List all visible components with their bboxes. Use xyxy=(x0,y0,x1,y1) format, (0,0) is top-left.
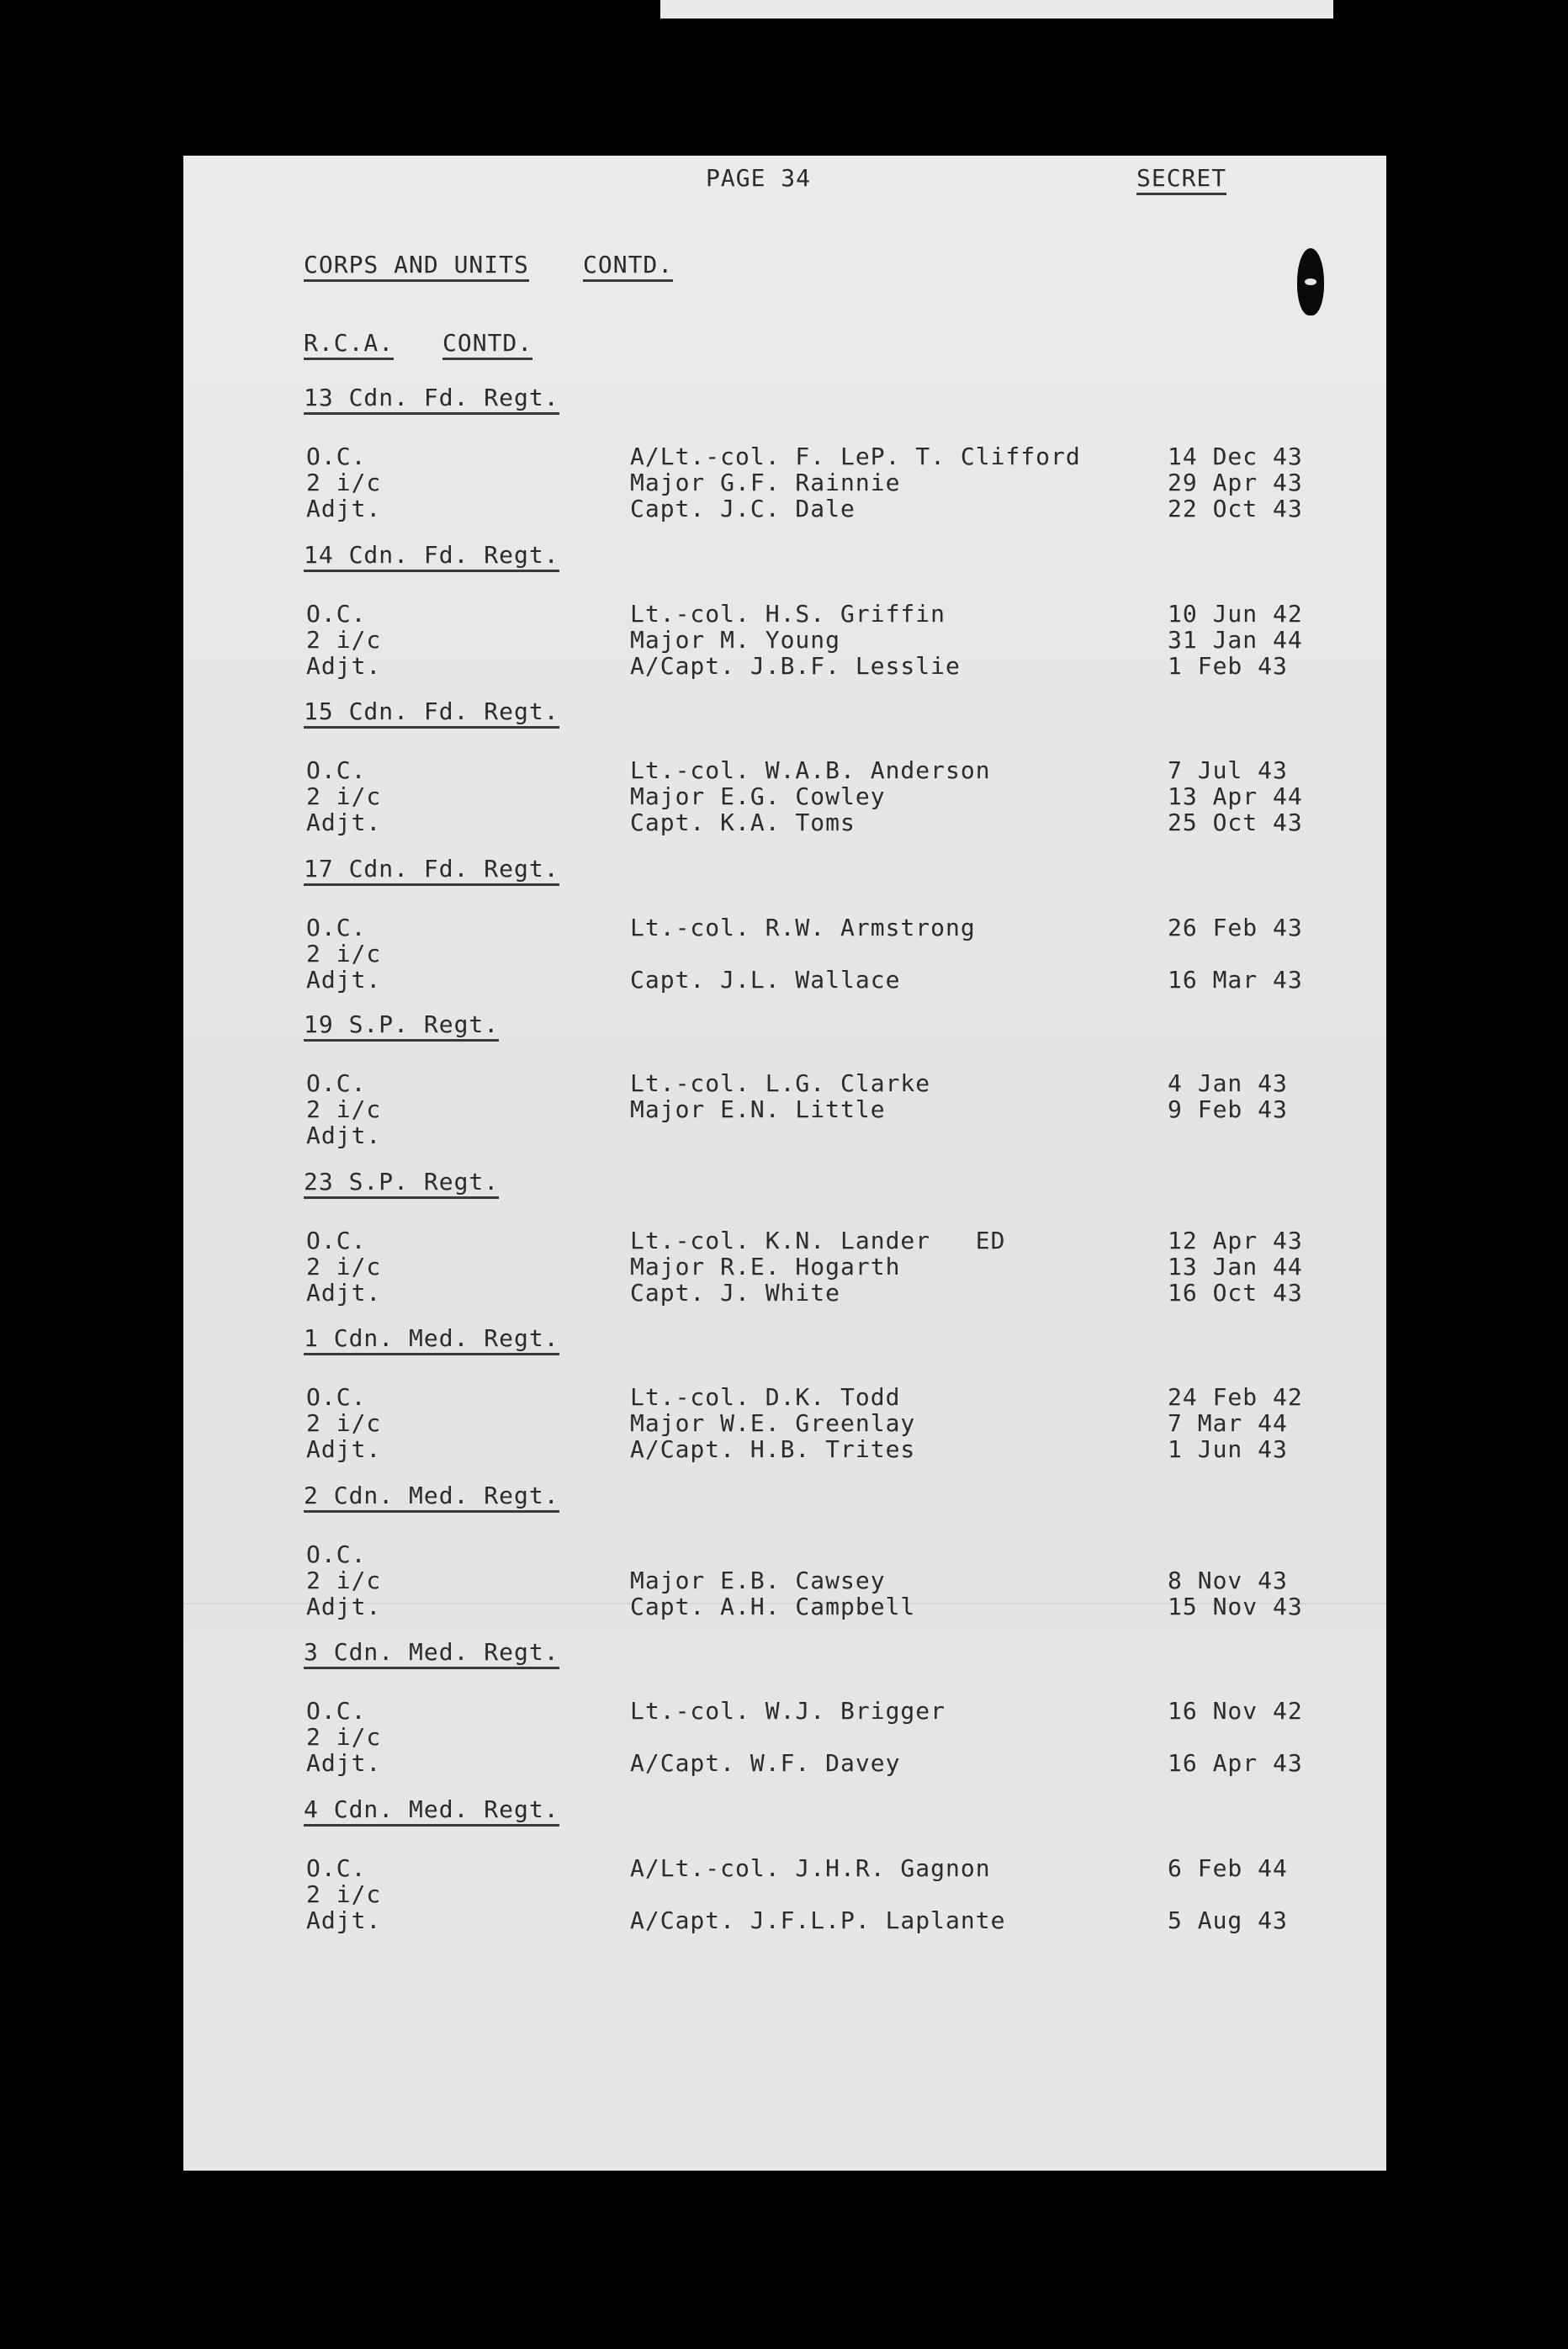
role-label: O.C. xyxy=(306,600,367,628)
officer-name: Capt. K.A. Toms xyxy=(630,809,856,836)
role-label: O.C. xyxy=(306,1069,367,1097)
officer-name: Major R.E. Hogarth xyxy=(630,1253,901,1281)
appointment-date: 14 Dec 43 xyxy=(1168,443,1303,470)
appointment-date: 8 Nov 43 xyxy=(1168,1567,1288,1594)
subheading-contd: CONTD. xyxy=(442,330,532,360)
role-label: O.C. xyxy=(306,914,367,941)
officer-name: Capt. J.C. Dale xyxy=(630,495,856,522)
officer-name: A/Lt.-col. F. LeP. T. Clifford xyxy=(630,443,1081,470)
appointment-date: 16 Nov 42 xyxy=(1168,1697,1303,1725)
unit-title: 14 Cdn. Fd. Regt. xyxy=(304,542,559,572)
unit-title: 1 Cdn. Med. Regt. xyxy=(304,1325,559,1355)
unit-title: 23 S.P. Regt. xyxy=(304,1169,499,1199)
role-label: Adjt. xyxy=(306,1906,382,1934)
officer-name: Major G.F. Rainnie xyxy=(630,469,901,496)
appointment-date: 16 Oct 43 xyxy=(1168,1279,1303,1307)
heading-contd: CONTD. xyxy=(583,252,673,282)
officer-name: A/Capt. J.F.L.P. Laplante xyxy=(630,1906,1006,1934)
appointment-date: 5 Aug 43 xyxy=(1168,1906,1288,1934)
officer-name: Lt.-col. K.N. Lander ED xyxy=(630,1227,1006,1254)
officer-name: Capt. J.L. Wallace xyxy=(630,966,901,994)
officer-name: Capt. A.H. Campbell xyxy=(630,1593,916,1620)
appointment-date: 24 Feb 42 xyxy=(1168,1383,1303,1411)
unit-title: 2 Cdn. Med. Regt. xyxy=(304,1482,559,1513)
appointment-date: 29 Apr 43 xyxy=(1168,469,1303,496)
officer-name: Lt.-col. W.A.B. Anderson xyxy=(630,756,991,784)
role-label: O.C. xyxy=(306,1383,367,1411)
page-label: PAGE 34 xyxy=(706,164,812,192)
role-label: Adjt. xyxy=(306,495,382,522)
officer-name: Major W.E. Greenlay xyxy=(630,1409,916,1437)
role-label: 2 i/c xyxy=(306,626,382,654)
appointment-date: 9 Feb 43 xyxy=(1168,1095,1288,1123)
appointment-date: 1 Jun 43 xyxy=(1168,1435,1288,1463)
role-label: 2 i/c xyxy=(306,1095,382,1123)
appointment-date: 13 Jan 44 xyxy=(1168,1253,1303,1281)
role-label: 2 i/c xyxy=(306,1253,382,1281)
top-edge-strip xyxy=(660,0,1333,19)
officer-name: A/Capt. H.B. Trites xyxy=(630,1435,916,1463)
appointment-date: 22 Oct 43 xyxy=(1168,495,1303,522)
officer-name: A/Capt. J.B.F. Lesslie xyxy=(630,652,961,680)
unit-title: 19 S.P. Regt. xyxy=(304,1011,499,1042)
officer-name: Major E.G. Cowley xyxy=(630,782,886,810)
appointment-date: 13 Apr 44 xyxy=(1168,782,1303,810)
role-label: O.C. xyxy=(306,1854,367,1882)
officer-name: A/Capt. W.F. Davey xyxy=(630,1749,901,1777)
officer-name: Lt.-col. L.G. Clarke xyxy=(630,1069,931,1097)
role-label: Adjt. xyxy=(306,1749,382,1777)
appointment-date: 4 Jan 43 xyxy=(1168,1069,1288,1097)
appointment-date: 15 Nov 43 xyxy=(1168,1593,1303,1620)
role-label: O.C. xyxy=(306,756,367,784)
role-label: 2 i/c xyxy=(306,1409,382,1437)
appointment-date: 25 Oct 43 xyxy=(1168,809,1303,836)
heading: CORPS AND UNITS xyxy=(304,252,529,282)
role-label: 2 i/c xyxy=(306,1723,382,1751)
officer-name: Lt.-col. D.K. Todd xyxy=(630,1383,901,1411)
officer-name: Lt.-col. W.J. Brigger xyxy=(630,1697,946,1725)
officer-name: Major M. Young xyxy=(630,626,841,654)
role-label: 2 i/c xyxy=(306,469,382,496)
appointment-date: 16 Apr 43 xyxy=(1168,1749,1303,1777)
unit-title: 3 Cdn. Med. Regt. xyxy=(304,1639,559,1669)
role-label: Adjt. xyxy=(306,1593,382,1620)
appointment-date: 1 Feb 43 xyxy=(1168,652,1288,680)
officer-name: Lt.-col. R.W. Armstrong xyxy=(630,914,976,941)
appointment-date: 26 Feb 43 xyxy=(1168,914,1303,941)
officer-name: A/Lt.-col. J.H.R. Gagnon xyxy=(630,1854,991,1882)
role-label: O.C. xyxy=(306,443,367,470)
officer-name: Major E.B. Cawsey xyxy=(630,1567,886,1594)
unit-title: 17 Cdn. Fd. Regt. xyxy=(304,856,559,886)
role-label: 2 i/c xyxy=(306,940,382,968)
unit-title: 15 Cdn. Fd. Regt. xyxy=(304,698,559,729)
role-label: O.C. xyxy=(306,1540,367,1568)
appointment-date: 16 Mar 43 xyxy=(1168,966,1303,994)
role-label: 2 i/c xyxy=(306,1567,382,1594)
role-label: Adjt. xyxy=(306,1279,382,1307)
role-label: Adjt. xyxy=(306,652,382,680)
subheading: R.C.A. xyxy=(304,330,394,360)
role-label: 2 i/c xyxy=(306,1880,382,1908)
appointment-date: 7 Mar 44 xyxy=(1168,1409,1288,1437)
role-label: O.C. xyxy=(306,1227,367,1254)
unit-title: 4 Cdn. Med. Regt. xyxy=(304,1796,559,1827)
officer-name: Lt.-col. H.S. Griffin xyxy=(630,600,946,628)
role-label: Adjt. xyxy=(306,966,382,994)
appointment-date: 10 Jun 42 xyxy=(1168,600,1303,628)
role-label: Adjt. xyxy=(306,1121,382,1149)
appointment-date: 31 Jan 44 xyxy=(1168,626,1303,654)
officer-name: Capt. J. White xyxy=(630,1279,841,1307)
classification-label: SECRET xyxy=(1136,165,1226,195)
role-label: Adjt. xyxy=(306,809,382,836)
appointment-date: 6 Feb 44 xyxy=(1168,1854,1288,1882)
document-page xyxy=(183,156,1386,2171)
ink-mark xyxy=(1297,248,1324,315)
appointment-date: 7 Jul 43 xyxy=(1168,756,1288,784)
unit-title: 13 Cdn. Fd. Regt. xyxy=(304,384,559,415)
role-label: 2 i/c xyxy=(306,782,382,810)
appointment-date: 12 Apr 43 xyxy=(1168,1227,1303,1254)
officer-name: Major E.N. Little xyxy=(630,1095,886,1123)
role-label: Adjt. xyxy=(306,1435,382,1463)
role-label: O.C. xyxy=(306,1697,367,1725)
